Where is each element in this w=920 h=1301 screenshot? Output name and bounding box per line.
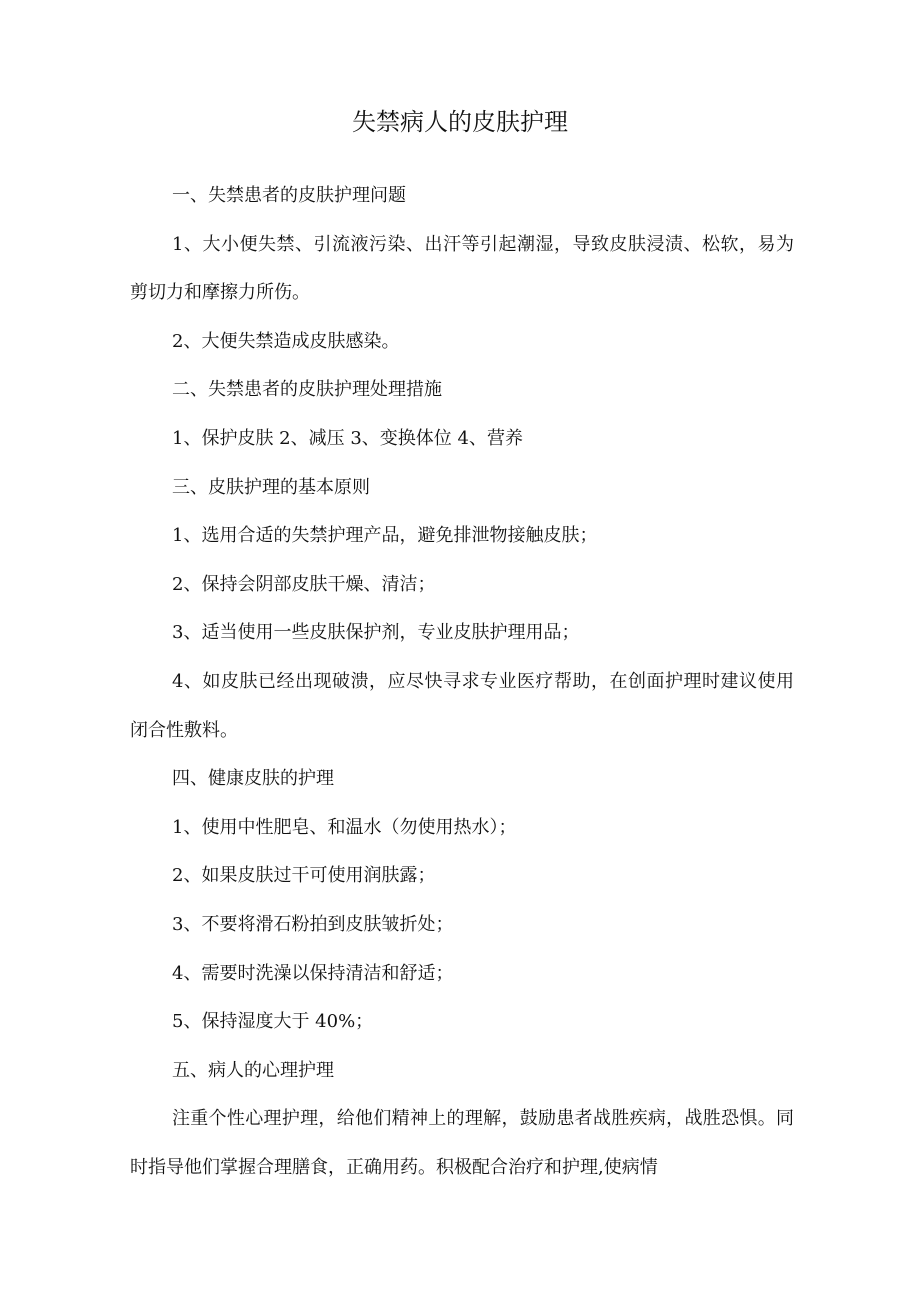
- paragraph: 4、如皮肤已经出现破溃，应尽快寻求专业医疗帮助，在创面护理时建议使用闭合性敷料。: [130, 670, 794, 741]
- paragraph: 1、保护皮肤 2、减压 3、变换体位 4、营养: [172, 427, 523, 449]
- paragraph: 3、适当使用一些皮肤保护剂，专业皮肤护理用品；: [172, 622, 580, 644]
- paragraph: 5、保持湿度大于 40%；: [172, 1011, 374, 1033]
- paragraph: 2、如果皮肤过干可使用润肤露；: [172, 865, 436, 887]
- document-body: [130, 172, 794, 1192]
- section-heading-1: 一、失禁患者的皮肤护理问题: [172, 185, 406, 206]
- section-heading-3: 三、皮肤护理的基本原则: [172, 476, 370, 498]
- section-heading-4: 四、健康皮肤的护理: [172, 768, 334, 790]
- paragraph: 1、使用中性肥皂、和温水（勿使用热水）；: [172, 816, 517, 838]
- paragraph: 2、保持会阴部皮肤干燥、清洁；: [172, 573, 436, 595]
- paragraph: 1、大小便失禁、引流液污染、出汗等引起潮湿，导致皮肤浸渍、松软，易为剪切力和摩擦力所伤。: [130, 233, 794, 304]
- paragraph: 4、需要时洗澡以保持清洁和舒适；: [172, 962, 454, 984]
- paragraph: 注重个性心理护理，给他们精神上的理解，鼓励患者战胜疾病，战胜恐惧。同时指导他们掌握合理膳食，正确用药。积极配合治疗和护理,使病情: [130, 1108, 794, 1178]
- paragraph: 2、大便失禁造成皮肤感染。: [172, 330, 400, 352]
- section-heading-2: 二、失禁患者的皮肤护理处理措施: [172, 379, 442, 401]
- paragraph: 1、选用合适的失禁护理产品，避免排泄物接触皮肤；: [172, 525, 598, 547]
- section-heading-5: 五、病人的心理护理: [172, 1059, 334, 1081]
- document-title: 失禁病人的皮肤护理: [352, 108, 568, 136]
- paragraph: 3、不要将滑石粉拍到皮肤皱折处；: [172, 913, 454, 935]
